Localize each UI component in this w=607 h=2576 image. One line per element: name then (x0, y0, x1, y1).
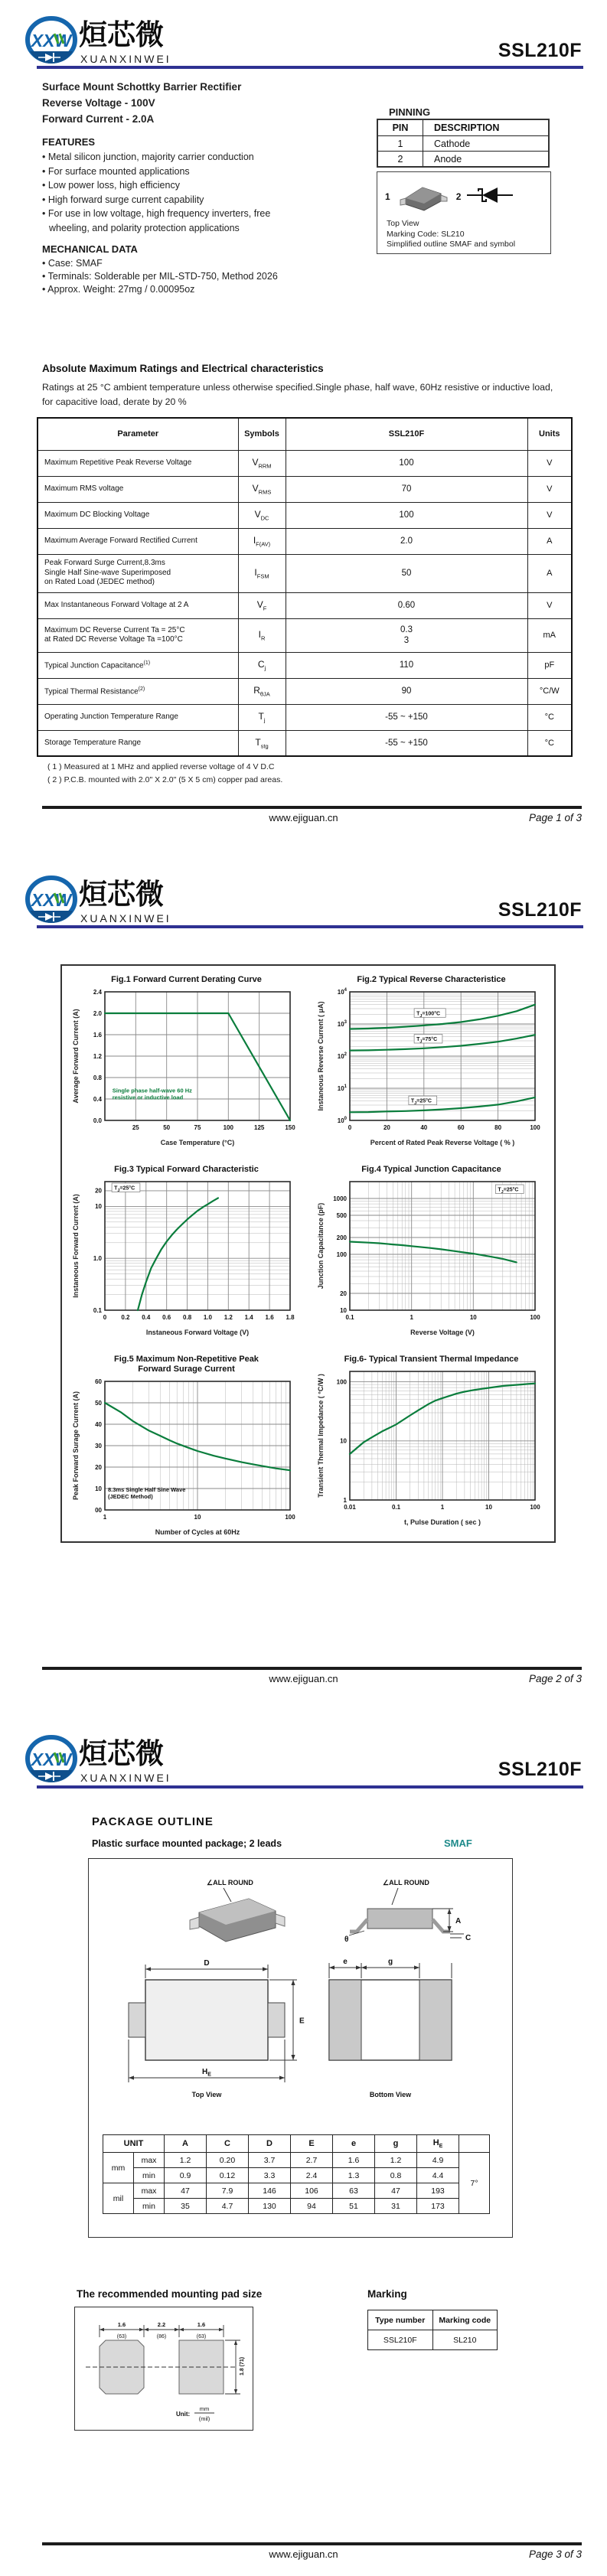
svg-text:60: 60 (457, 1124, 465, 1131)
svg-text:50: 50 (163, 1124, 171, 1131)
svg-text:TJ=25°C: $T_J=25^\circ C$ (498, 1187, 519, 1195)
ratings-header-cell: SSL210F (286, 418, 527, 450)
value-cell: 0.60 (286, 592, 527, 618)
dims-row: min 35 4.7 130 94 51 31 173 (103, 2199, 490, 2214)
value-cell: -55 ~ +150 (286, 704, 527, 730)
symbol-cell: $R_{\theta JA}$ (238, 678, 286, 704)
pin1-label: 1 (385, 191, 390, 202)
package-drawing-box (88, 1858, 513, 2238)
param-cell: Maximum RMS voltage (38, 476, 238, 502)
value-cell: 90 (286, 678, 527, 704)
symbol-cell: $I_R$ (238, 618, 286, 652)
chart-fig5 (70, 1355, 303, 1541)
dims-row: mil max 47 7.9 146 106 63 47 193 (103, 2183, 490, 2199)
svg-text:1.8 (71): 1.8 (71) (240, 2356, 245, 2375)
svg-text:20: 20 (383, 1124, 390, 1131)
svg-text:100: 100 (336, 1378, 347, 1386)
value-cell: 2.0 (286, 528, 527, 554)
svg-text:500: 500 (336, 1211, 347, 1219)
description-line: Reverse Voltage - 100V (42, 97, 155, 109)
dims-col-header: e (333, 2135, 375, 2153)
svg-text:1.4: 1.4 (244, 1314, 253, 1321)
header-rule (37, 1785, 583, 1789)
svg-text:100: 100 (530, 1504, 540, 1511)
svg-text:g: g (387, 1958, 393, 1966)
svg-text:TJ=75°C: $T_J=75^\circ C$ (416, 1037, 438, 1045)
outline-caption (377, 214, 550, 250)
dims-col-header: $H_E$ (417, 2135, 459, 2153)
svg-text:100: 100 (285, 1514, 295, 1521)
svg-text:0.01: 0.01 (344, 1504, 356, 1511)
schottky-diode-symbol-icon (465, 185, 514, 207)
features-title: FEATURES (42, 136, 96, 148)
chart-fig4 (315, 1165, 548, 1342)
svg-text:Top View: Top View (191, 2091, 222, 2098)
svg-text:100: 100 (530, 1124, 540, 1131)
footer-rule (42, 1667, 582, 1670)
bullet-item: • Low power loss, high efficiency (42, 178, 299, 193)
svg-text:150: 150 (285, 1124, 295, 1131)
bullet-item: • Case: SMAF (42, 257, 333, 270)
dims-col-header: E (291, 2135, 333, 2153)
svg-text:10: 10 (485, 1504, 492, 1511)
svg-text:(86): (86) (156, 2334, 167, 2340)
svg-text:1.6: 1.6 (117, 2321, 126, 2328)
svg-text:75: 75 (194, 1124, 201, 1131)
svg-text:(mil): (mil) (198, 2415, 210, 2422)
part-number: SSL210F (498, 40, 582, 61)
bullet-item: • Metal silicon junction, majority carrier conduction (42, 150, 299, 165)
svg-text:A: A (455, 1917, 462, 1925)
ratings-row (38, 618, 572, 652)
value-cell: 0.3 3 (286, 618, 527, 652)
svg-text:烜芯微: 烜芯微 (79, 19, 164, 51)
mounting-pad-drawing (78, 2311, 250, 2430)
dims-row: mm max 1.2 0.20 3.7 2.7 1.6 1.2 4.9 7° (103, 2153, 490, 2168)
chart-title: Fig.3 Typical Forward Characteristic (114, 1165, 259, 1174)
brand-logo (23, 9, 180, 74)
bullet-item: • Approx. Weight: 27mg / 0.00095oz (42, 283, 333, 296)
dims-col-header: D (249, 2135, 291, 2153)
mounting-pad-box (74, 2307, 253, 2431)
param-cell: Peak Forward Surge Current,8.3ms Single Half Sine-wave Superimposed on Rated Load (JEDEC method) (38, 554, 238, 592)
svg-text:XUANXINWEI: XUANXINWEI (80, 1772, 171, 1784)
note-line: ( 1 ) Measured at 1 MHz and applied reverse voltage of 4 V D.C (47, 762, 275, 771)
svg-text:Junction Capacitance (pF): Junction Capacitance (pF) (317, 1202, 325, 1290)
svg-text:0.8: 0.8 (93, 1074, 102, 1081)
footer-rule (42, 2542, 582, 2545)
svg-text:Average Forward Current (A): Average Forward Current (A) (72, 1009, 80, 1104)
dims-header-row: UNIT A C D E e g $H_E$ (103, 2135, 490, 2153)
package-dimension-drawing (92, 1865, 509, 2129)
description-line: Surface Mount Schottky Barrier Rectifier (42, 81, 242, 93)
svg-text:XXW: XXW (31, 890, 72, 910)
param-cell: Max Instantaneous Forward Voltage at 2 A (38, 592, 238, 618)
footer-site: www.ejiguan.cn (269, 812, 338, 823)
outline-caption-line: Marking Code: SL210 (387, 229, 465, 239)
pinning-title: PINNING (389, 106, 431, 118)
footer-page: Page 2 of 3 (528, 1673, 582, 1684)
unit-cell: pF (527, 652, 572, 678)
outline-caption-line: Top View (387, 219, 419, 228)
brand-logo-icon (23, 9, 180, 70)
value-cell: 70 (286, 476, 527, 502)
unit-cell: V (527, 476, 572, 502)
package-3d-icon (395, 178, 452, 214)
svg-text:100: $10^0$ (337, 1116, 347, 1124)
footer-rule (42, 806, 582, 809)
ratings-row (38, 652, 572, 678)
svg-text:D: D (204, 1959, 210, 1968)
svg-text:mm: mm (199, 2405, 210, 2412)
unit-cell: mA (527, 618, 572, 652)
svg-text:1.2: 1.2 (224, 1314, 233, 1321)
footer-site: www.ejiguan.cn (269, 2548, 338, 2560)
svg-text:0.2: 0.2 (121, 1314, 130, 1321)
chart-fig3 (70, 1165, 303, 1342)
svg-text:Instaneous Reverse Current ( μ: Instaneous Reverse Current ( μA) (317, 1001, 325, 1111)
symbol-cell: $T_{stg}$ (238, 730, 286, 756)
ratings-row (38, 476, 572, 502)
svg-text:TJ=25°C: $T_J=25^\circ C$ (114, 1185, 135, 1193)
svg-text:0.1: 0.1 (345, 1314, 354, 1321)
svg-text:Peak Forward Surage Current (A: Peak Forward Surage Current (A) (72, 1391, 80, 1501)
svg-text:0.0: 0.0 (93, 1117, 102, 1124)
brand-logo-icon (23, 1728, 180, 1789)
svg-text:20: 20 (95, 1463, 102, 1471)
svg-text:102: $10^2$ (337, 1052, 347, 1060)
param-cell: Typical Junction Capacitance$^{(1)}$ (38, 652, 238, 678)
svg-text:103: $10^3$ (337, 1019, 347, 1028)
footer-page: Page 3 of 3 (528, 2548, 582, 2560)
symbol-cell: $T_j$ (238, 704, 286, 730)
brand-logo-icon (23, 869, 180, 930)
footer-page: Page 1 of 3 (528, 812, 582, 823)
unit-cell: A (527, 554, 572, 592)
chart-fig2 (315, 975, 548, 1152)
chart-fig1 (70, 975, 303, 1152)
ratings-row (38, 704, 572, 730)
svg-text:HE: $H_E$ (202, 2068, 211, 2078)
marking-header-row: Type number Marking code (368, 2310, 498, 2330)
svg-text:80: 80 (494, 1124, 502, 1131)
part-number: SSL210F (498, 1759, 582, 1780)
header-rule (37, 66, 583, 69)
svg-text:TJ=25°C: $T_J=25^\circ C$ (410, 1098, 432, 1107)
svg-text:60: 60 (95, 1378, 102, 1385)
svg-text:20: 20 (340, 1290, 347, 1297)
chart-plot (315, 1365, 544, 1528)
svg-text:1: 1 (343, 1496, 347, 1504)
unit-cell: V (527, 592, 572, 618)
svg-text:30: 30 (95, 1442, 102, 1449)
ratings-row (38, 502, 572, 528)
svg-text:C: C (465, 1934, 472, 1942)
param-cell: Storage Temperature Range (38, 730, 238, 756)
chart-title: Fig.2 Typical Reverse Characteristice (357, 975, 506, 984)
brand-logo (23, 869, 180, 934)
svg-text:0.4: 0.4 (93, 1095, 102, 1103)
dims-row: min 0.9 0.12 3.3 2.4 1.3 0.8 4.4 (103, 2168, 490, 2183)
svg-text:t, Pulse Duration ( sec ): t, Pulse Duration ( sec ) (403, 1518, 481, 1526)
svg-text:烜芯微: 烜芯微 (79, 1738, 164, 1769)
param-cell: Maximum Average Forward Rectified Current (38, 528, 238, 554)
dims-col-header: C (207, 2135, 249, 2153)
svg-text:烜芯微: 烜芯微 (79, 879, 164, 910)
svg-text:∠ALL ROUND: ∠ALL ROUND (207, 1879, 253, 1886)
brand-logo (23, 1728, 180, 1793)
page-2 (0, 827, 607, 1684)
svg-text:0: 0 (103, 1314, 107, 1321)
svg-text:100: 100 (530, 1314, 540, 1321)
ratings-header-cell: Units (527, 418, 572, 450)
features-list (42, 150, 299, 235)
unit-cell: °C (527, 704, 572, 730)
svg-text:25: 25 (132, 1124, 139, 1131)
svg-text:200: 200 (336, 1234, 347, 1241)
svg-text:E: E (299, 2017, 305, 2026)
ratings-row (38, 528, 572, 554)
ratings-row (38, 450, 572, 476)
value-cell: 50 (286, 554, 527, 592)
svg-text:1000: 1000 (333, 1195, 347, 1202)
param-cell: Operating Junction Temperature Range (38, 704, 238, 730)
chart-title: Fig.5 Maximum Non-Repetitive Peak Forward Surage Current (114, 1355, 259, 1374)
svg-text:0.6: 0.6 (162, 1314, 171, 1321)
symbol-cell: $V_F$ (238, 592, 286, 618)
symbol-cell: $C_j$ (238, 652, 286, 678)
svg-text:2.4: 2.4 (93, 988, 102, 996)
svg-text:2.0: 2.0 (93, 1009, 102, 1017)
svg-text:XXW: XXW (31, 1749, 72, 1769)
chart-plot (70, 1176, 299, 1338)
ratings-header-row (38, 418, 572, 450)
marking-title: Marking (367, 2288, 407, 2300)
ratings-header-cell: Symbols (238, 418, 286, 450)
bullet-item: • For use in low voltage, high frequency inverters, free wheeling, and polarity protection applications (42, 207, 299, 235)
svg-text:10: 10 (340, 1437, 347, 1445)
chart-plot (315, 986, 544, 1148)
svg-text:e: e (343, 1958, 348, 1966)
svg-text:1: 1 (103, 1514, 107, 1521)
ratings-title: Absolute Maximum Ratings and Electrical characteristics (42, 363, 324, 374)
description-line: Forward Current - 2.0A (42, 113, 155, 125)
dims-col-header: A (165, 2135, 207, 2153)
page-1 (0, 0, 607, 827)
svg-text:θ: θ (344, 1935, 349, 1944)
svg-text:1.8: 1.8 (286, 1314, 295, 1321)
value-cell: 100 (286, 502, 527, 528)
bullet-item: • For surface mounted applications (42, 165, 299, 179)
svg-text:Unit:: Unit: (176, 2411, 191, 2418)
svg-text:1.6: 1.6 (265, 1314, 274, 1321)
marking-row: SSL210F SL210 (368, 2330, 498, 2350)
outline-box (377, 171, 551, 254)
svg-text:10: 10 (469, 1314, 477, 1321)
svg-text:00: 00 (95, 1506, 102, 1514)
svg-text:100: 100 (336, 1251, 347, 1258)
pinning-header-row (377, 119, 549, 136)
svg-text:0: 0 (348, 1124, 352, 1131)
svg-text:1.6: 1.6 (197, 2321, 206, 2328)
chart-plot (315, 1176, 544, 1338)
bullet-item: • Terminals: Solderable per MIL-STD-750, Method 2026 (42, 270, 333, 283)
svg-text:20: 20 (95, 1187, 102, 1195)
svg-text:Single phase half-wave 60 Hz: Single phase half-wave 60 Hz (112, 1087, 192, 1094)
pinning-row: 2 Anode (377, 152, 549, 168)
svg-text:40: 40 (95, 1420, 102, 1428)
mounting-pad-title: The recommended mounting pad size (77, 2288, 263, 2300)
svg-text:∠ALL ROUND: ∠ALL ROUND (383, 1879, 429, 1886)
chart-title: Fig.4 Typical Junction Capacitance (361, 1165, 501, 1174)
package-outline-title: PACKAGE OUTLINE (92, 1815, 214, 1828)
svg-text:(63): (63) (116, 2334, 127, 2340)
value-cell: 100 (286, 450, 527, 476)
svg-text:Case Temperature (°C): Case Temperature (°C) (160, 1139, 235, 1146)
param-cell: Maximum Repetitive Peak Reverse Voltage (38, 450, 238, 476)
svg-text:0.1: 0.1 (391, 1504, 401, 1511)
pin2-label: 2 (455, 191, 462, 202)
svg-text:XXW: XXW (31, 31, 72, 51)
ratings-condition: Ratings at 25 °C ambient temperature unless otherwise specified.Single phase, half wave, 60Hz resistive or inductive load, for capacitive load, derate by 20 % (42, 382, 553, 407)
pinning-table (377, 119, 550, 168)
param-cell: Maximum DC Blocking Voltage (38, 502, 238, 528)
svg-text:0.1: 0.1 (93, 1306, 102, 1314)
page-3 (0, 1684, 607, 2576)
ratings-row (38, 592, 572, 618)
svg-text:0.4: 0.4 (142, 1314, 151, 1321)
svg-text:1.2: 1.2 (93, 1052, 102, 1060)
svg-text:XUANXINWEI: XUANXINWEI (80, 912, 171, 924)
ratings-row (38, 554, 572, 592)
unit-cell: °C (527, 730, 572, 756)
ratings-table (37, 417, 573, 757)
pin-col-header: PIN (377, 119, 423, 136)
svg-text:40: 40 (420, 1124, 428, 1131)
svg-text:101: $10^1$ (337, 1084, 347, 1092)
pinning-row: 1 Cathode (377, 136, 549, 152)
chart-fig6 (315, 1355, 548, 1531)
ratings-row (38, 678, 572, 704)
svg-text:125: 125 (254, 1124, 265, 1131)
desc-col-header: DESCRIPTION (423, 119, 550, 136)
param-cell: Typical Thermal Resistance$^{(2)}$ (38, 678, 238, 704)
package-name: SMAF (444, 1837, 472, 1849)
symbol-cell: $I_{F(AV)}$ (238, 528, 286, 554)
marking-table (367, 2310, 498, 2350)
unit-cell: A (527, 528, 572, 554)
svg-text:Bottom View: Bottom View (369, 2091, 412, 2098)
mechanical-list (42, 257, 333, 296)
svg-text:1: 1 (440, 1504, 445, 1511)
bullet-item: • High forward surge current capability (42, 193, 299, 207)
ratings-header-cell: Parameter (38, 418, 238, 450)
svg-text:(63): (63) (196, 2334, 207, 2340)
chart-title: Fig.1 Forward Current Derating Curve (111, 975, 262, 984)
symbol-cell: $V_{RMS}$ (238, 476, 286, 502)
svg-text:10: 10 (194, 1514, 201, 1521)
theta-value: 7° (459, 2153, 490, 2214)
svg-text:1: 1 (410, 1314, 413, 1321)
svg-text:104: $10^4$ (337, 987, 347, 996)
svg-text:10: 10 (95, 1485, 102, 1492)
svg-text:Number of Cycles at 60Hz: Number of Cycles at 60Hz (155, 1528, 240, 1536)
dimensions-table (103, 2134, 490, 2214)
symbol-cell: $V_{RRM}$ (238, 450, 286, 476)
svg-text:Percent of Rated Peak Reverse: Percent of Rated Peak Reverse Voltage ( % ) (370, 1139, 515, 1146)
part-number: SSL210F (498, 899, 582, 921)
unit-cell: V (527, 450, 572, 476)
mechanical-title: MECHANICAL DATA (42, 243, 138, 255)
param-cell: Maximum DC Reverse Current Ta = 25°C at Rated DC Reverse Voltage Ta =100°C (38, 618, 238, 652)
package-outline-subtitle: Plastic surface mounted package; 2 leads (92, 1838, 282, 1849)
footer-site: www.ejiguan.cn (269, 1673, 338, 1684)
chart-title: Fig.6- Typical Transient Thermal Impedance (344, 1355, 519, 1364)
value-cell: -55 ~ +150 (286, 730, 527, 756)
svg-text:Instaneous Forward Current (A): Instaneous Forward Current (A) (72, 1194, 80, 1298)
value-cell: 110 (286, 652, 527, 678)
header-rule (37, 925, 583, 928)
svg-text:50: 50 (95, 1399, 102, 1407)
svg-text:(JEDEC Method): (JEDEC Method) (108, 1493, 153, 1501)
unit-cell: V (527, 502, 572, 528)
svg-text:Transient Thermal Impedance (: Transient Thermal Impedance ( °C/W ) (317, 1374, 325, 1498)
unit-cell: °C/W (527, 678, 572, 704)
description (42, 79, 241, 127)
outline-symbols (377, 172, 550, 214)
symbol-cell: $V_{DC}$ (238, 502, 286, 528)
svg-text:Instaneous Forward Voltage (V): Instaneous Forward Voltage (V) (145, 1329, 250, 1336)
svg-text:2.2: 2.2 (157, 2321, 166, 2328)
outline-caption-line: Simplified outline SMAF and symbol (387, 240, 516, 249)
chart-plot (70, 1375, 299, 1537)
svg-text:TJ=100°C: $T_J=100^\circ C$ (416, 1011, 441, 1019)
ratings-notes (47, 761, 282, 787)
svg-text:1.0: 1.0 (93, 1255, 102, 1262)
symbol-cell: $I_{FSM}$ (238, 554, 286, 592)
svg-text:8.3ms Single Half Sine Wave: 8.3ms Single Half Sine Wave (108, 1486, 186, 1494)
svg-text:resistive or inductive load: resistive or inductive load (112, 1094, 184, 1101)
ratings-row (38, 730, 572, 756)
svg-text:100: 100 (223, 1124, 233, 1131)
dims-col-header (459, 2135, 490, 2153)
svg-text:Reverse Voltage (V): Reverse Voltage (V) (410, 1329, 475, 1336)
dims-col-header: g (375, 2135, 417, 2153)
note-line: ( 2 ) P.C.B. mounted with 2.0" X 2.0" (5 X 5 cm) copper pad areas. (47, 775, 283, 784)
svg-text:10: 10 (340, 1306, 347, 1314)
chart-plot (70, 986, 299, 1148)
svg-text:XUANXINWEI: XUANXINWEI (80, 53, 171, 65)
svg-text:1.0: 1.0 (203, 1314, 212, 1321)
svg-text:0.8: 0.8 (183, 1314, 192, 1321)
svg-text:1.6: 1.6 (93, 1031, 102, 1039)
characteristic-charts-box (60, 964, 556, 1543)
svg-text:10: 10 (95, 1203, 102, 1211)
